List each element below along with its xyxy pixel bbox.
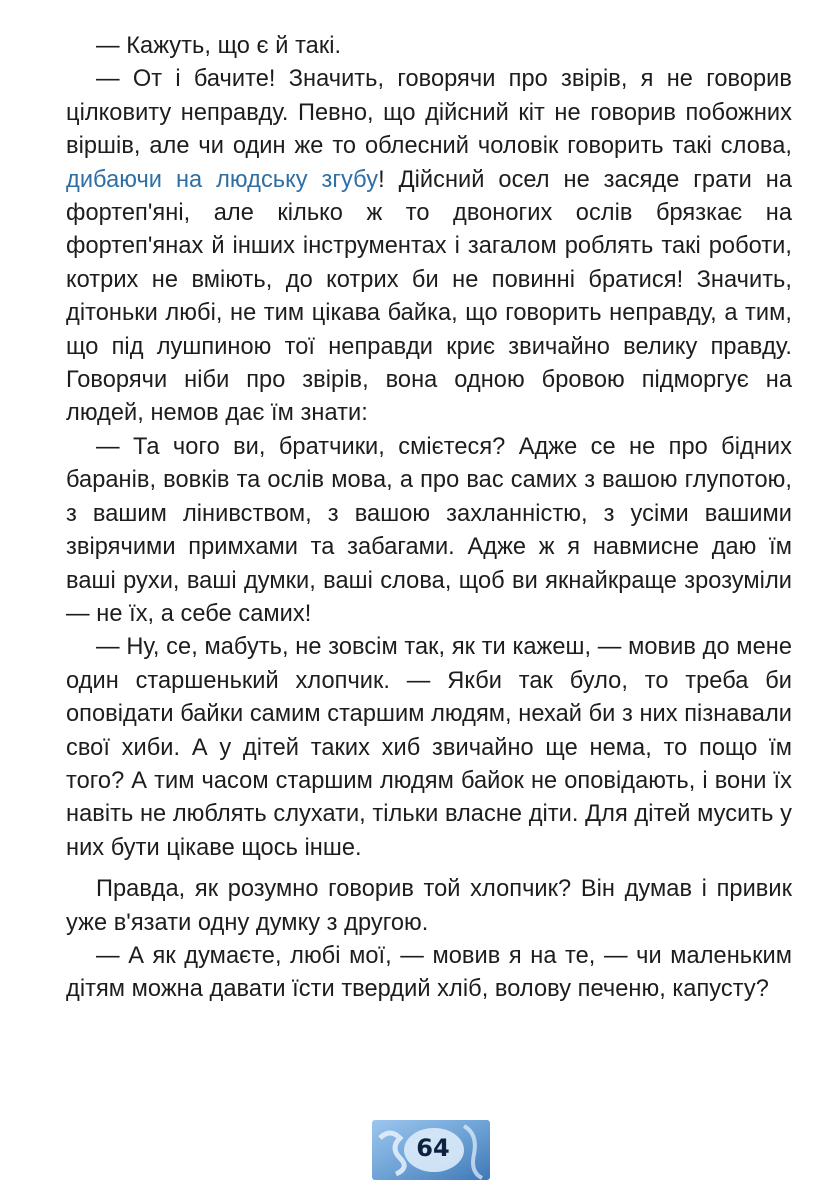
highlighted-phrase: дибаючи на людську згубу — [66, 166, 379, 193]
paragraph-2-text: — От і бачите! Значить, говорячи про звірів, я не говорив цілковиту неправду. Певно, що дійсний кіт не говорив побожних віршів, але чи один же то облесний чоловік говорить такі слова, — [66, 66, 792, 160]
paragraph-5: Правда, як розумно говорив той хлопчик? Він думав і привик уже в'язати одну думку з другою. — [66, 876, 792, 936]
paragraph-3: — Та чого ви, братчики, смієтеся? Адже се не про бідних баранів, вовків та ослів мова, а про вас самих з вашою глупотою, з вашим лінивством, з вашою захланністю, з усіми вашими звірячими примхами та забагами. Адже ж я навмисне даю їм ваші рухи, ваші думки, ваші слова, щоб ви якнайкраще зрозуміли — не їх, а себе самих! — [66, 433, 792, 627]
paragraph-6: — А як думаєте, любі мої, — мовив я на те, — чи маленьким дітям можна давати їсти твердий хліб, волову печеню, капусту? — [66, 942, 792, 1003]
paragraph-2 — [66, 63, 792, 430]
page-number: 64 — [416, 1134, 450, 1162]
paragraph-2-continuation: ! Дійсний осел не засяде грати на фортеп'яні, але кілько ж то двоногих ослів брязкає на фортеп'янах й інших інструментах і загалом роблять такі роботи, котрих не вміють, до котрих би не повинні братися! Значить, дітоньки любі, не тим цікава байка, що говорить неправду, а тим, що під лушпиною тої неправди криє звичайно велику правду. Говорячи ніби про звірів, вона одною бровою підморгує на людей, немов дає їм знати: — [66, 166, 792, 427]
paragraph-1: — Кажуть, що є й такі. — [96, 33, 342, 59]
page-body — [66, 30, 792, 1007]
page-footer — [372, 1116, 492, 1184]
paragraph-4: — Ну, се, мабуть, не зовсім так, як ти кажеш, — мовив до мене один старшенький хлопчик. — Якби так було, то треба би оповідати байки самим старшим людям, нехай би з них пізнавали свої хиби. А у дітей таких хиб звичайно ще нема, то пощо їм того? А тим часом старшим людям байок не оповідають, і вони їх навіть не люблять слухати, тільки власне діти. Для дітей мусить у них бути цікаве щось інше. — [66, 634, 792, 861]
